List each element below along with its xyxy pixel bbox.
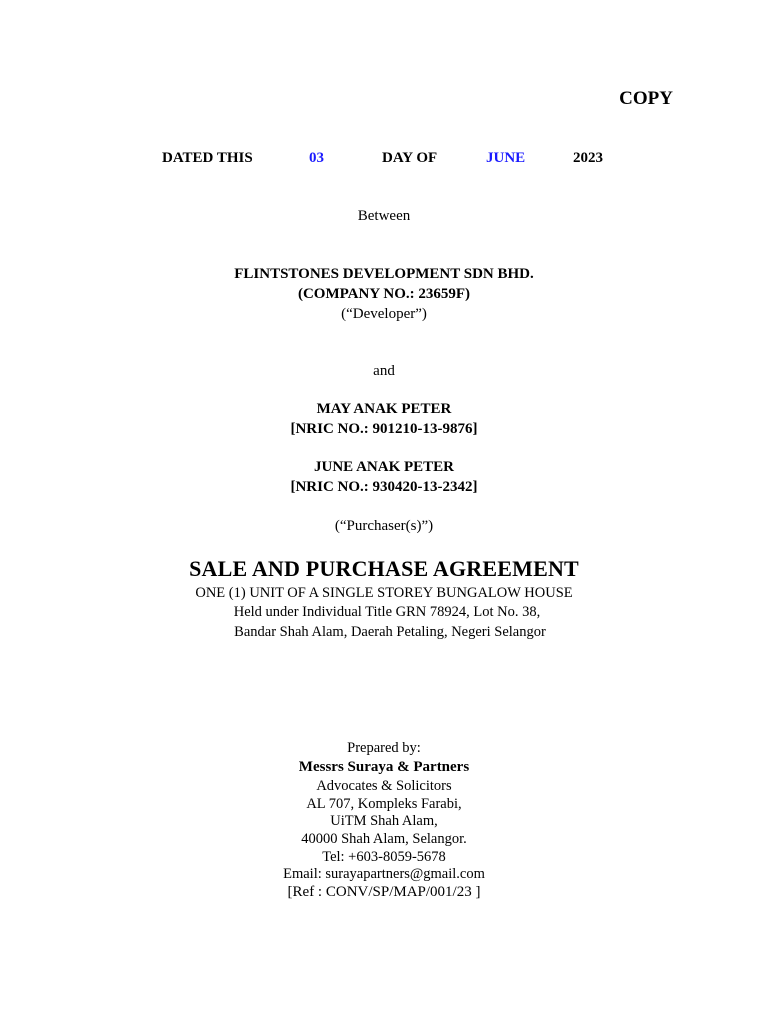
between-label: Between: [357, 208, 411, 224]
dated-label: DATED THIS: [162, 150, 253, 166]
agreement-line-1: ONE (1) UNIT OF A SINGLE STOREY BUNGALOW HOUSE: [195, 585, 573, 601]
purchaser-role: (“Purchaser(s)”): [334, 518, 434, 534]
firm-address-2: UiTM Shah Alam,: [330, 813, 438, 829]
firm-email: Email: surayapartners@gmail.com: [283, 866, 485, 882]
dated-day: 03: [309, 150, 324, 166]
firm-tel: Tel: +603-8059-5678: [322, 849, 446, 865]
agreement-line-2: Held under Individual Title GRN 78924, Lot No. 38,: [233, 604, 541, 620]
and-label: and: [373, 363, 395, 379]
firm-name: Messrs Suraya & Partners: [298, 759, 470, 775]
agreement-line-3: Bandar Shah Alam, Daerah Petaling, Negeri Selangor: [234, 624, 546, 640]
developer-name: FLINTSTONES DEVELOPMENT SDN BHD.: [234, 266, 534, 282]
purchaser-1-name: MAY ANAK PETER: [316, 401, 452, 417]
agreement-title: SALE AND PURCHASE AGREEMENT: [189, 556, 579, 581]
firm-address-1: AL 707, Kompleks Farabi,: [306, 796, 462, 812]
firm-address-3: 40000 Shah Alam, Selangor.: [301, 831, 467, 847]
dated-month: JUNE: [486, 150, 526, 166]
purchaser-2-nric: [NRIC NO.: 930420-13-2342]: [290, 479, 478, 495]
purchaser-1-nric: [NRIC NO.: 901210-13-9876]: [290, 421, 478, 437]
copy-mark: COPY: [619, 88, 673, 109]
dated-year: 2023: [573, 150, 603, 166]
prepared-label: Prepared by:: [347, 740, 421, 756]
day-of-label: DAY OF: [382, 150, 438, 166]
developer-company-no: (COMPANY NO.: 23659F): [297, 286, 471, 302]
firm-profession: Advocates & Solicitors: [316, 778, 452, 794]
developer-role: (“Developer”): [341, 306, 427, 322]
purchaser-2-name: JUNE ANAK PETER: [313, 459, 455, 475]
reference-number: [Ref : CONV/SP/MAP/001/23 ]: [287, 884, 481, 900]
